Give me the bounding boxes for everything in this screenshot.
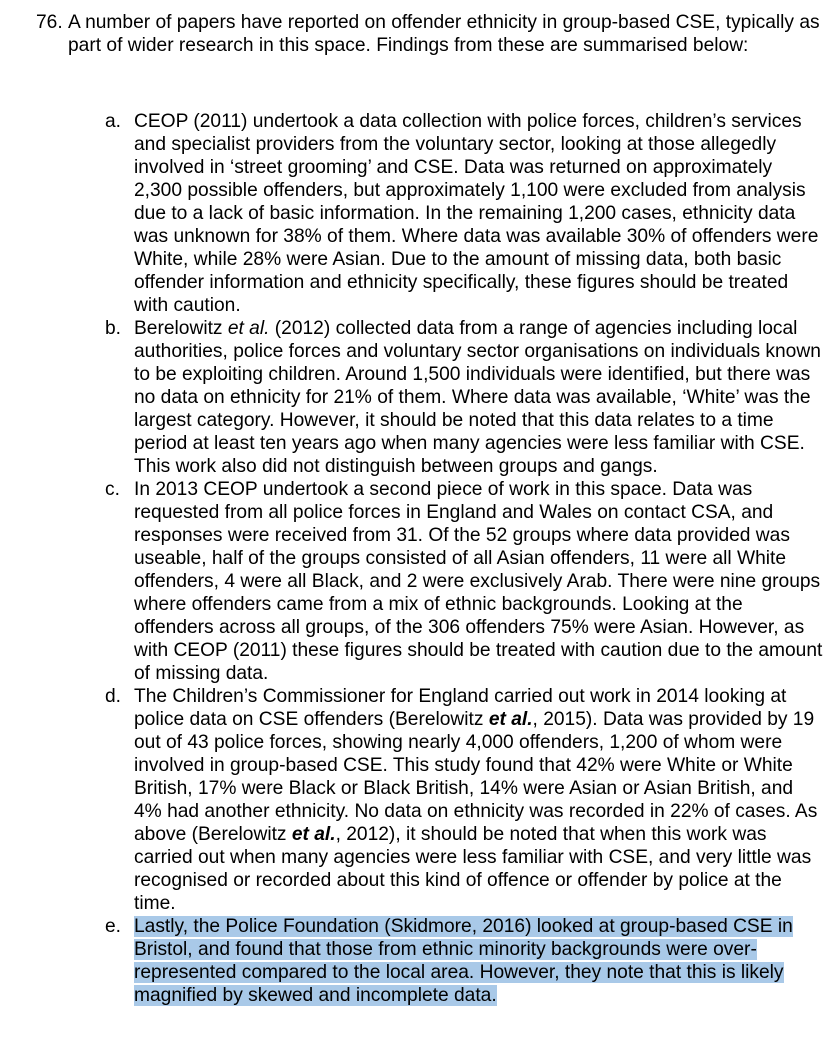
list-item-text (134, 686, 817, 914)
list-item-b (105, 317, 825, 478)
paragraph-number: 76. (36, 12, 63, 33)
text-segment: , 2012), it should be noted that when this work was carried out when many agencies were less familiar with CSE, and very little was recognised or recorded about this kind of offence or offender by police at the time. (134, 824, 812, 914)
paragraph-text: A number of papers have reported on offender ethnicity in group-based CSE, typically as part of wider research in this space. Findings from these are summarised below: (68, 12, 820, 56)
paragraph-76 (36, 11, 826, 57)
list-marker: c. (105, 479, 120, 500)
list-marker: e. (105, 916, 122, 937)
italic-et-al: et al. (227, 318, 270, 339)
list-marker: b. (105, 318, 122, 339)
list-item-text: CEOP (2011) undertook a data collection with police forces, children’s services and specialist providers from the voluntary sector, looking at those allegedly involved in ‘street grooming’ and CSE. Data was returned on approximately 2,300 possible offenders, but approximately 1,100 were excluded from analysis due to a lack of basic information. In the remaining 1,200 cases, ethnicity data was unknown for 38% of them. Where data was available 30% of offenders were White, while 28% were Asian. Due to the amount of missing data, both basic offender information and ethnicity specifically, these figures should be treated with caution. (134, 111, 819, 316)
list-item-text (134, 318, 821, 477)
findings-list (105, 110, 825, 1007)
list-item-text: In 2013 CEOP undertook a second piece of work in this space. Data was requested from all police forces in England and Wales on contact CSA, and responses were received from 31. Of the 52 groups where data provided was useable, half of the groups consisted of all Asian offenders, 11 were all White offenders, 4 were all Black, and 2 were exclusively Arab. There were nine groups where offenders came from a mix of ethnic backgrounds. Looking at the offenders across all groups, of the 306 offenders 75% were Asian. However, as with CEOP (2011) these figures should be treated with caution due to the amount of missing data. (134, 479, 823, 684)
text-segment: The Children’s Commissioner for England carried out work in 2014 looking at police data on CSE offenders (Berelowitz (134, 686, 787, 730)
italic-et-al: et al. (291, 824, 336, 845)
list-item-e (105, 915, 825, 1007)
italic-et-al: et al. (488, 709, 533, 730)
highlighted-text-selection[interactable]: Lastly, the Police Foundation (Skidmore, 2016) looked at group-based CSE in Bristol, and found that those from ethnic minority backgrounds were over-represented compared to the local area. However, they note that this is likely magnified by skewed and incomplete data. (134, 916, 793, 1006)
text-segment: Berelowitz (134, 318, 228, 339)
list-item-d (105, 685, 825, 915)
text-segment: , 2015). Data was provided by 19 out of 43 police forces, showing nearly 4,000 offenders, 1,200 of whom were involved in group-based CSE. This study found that 42% were White or White British, 17% were Black or Black British, 14% were Asian or Asian British, and 4% had another ethnicity. No data on ethnicity was recorded in 22% of cases. As above (Berelowitz (134, 709, 818, 845)
text-segment: (2012) collected data from a range of agencies including local authorities, police forces and voluntary sector organisations on individuals known to be exploiting children. Around 1,500 individuals were identified, but there was no data on ethnicity for 21% of them. Where data was available, ‘White’ was the largest category. However, it should be noted that this data relates to a time period at least ten years ago when many agencies were less familiar with CSE. This work also did not distinguish between groups and gangs. (134, 318, 821, 477)
list-marker: d. (105, 686, 122, 707)
list-marker: a. (105, 111, 122, 132)
list-item-c (105, 478, 825, 685)
list-item-a (105, 110, 825, 317)
